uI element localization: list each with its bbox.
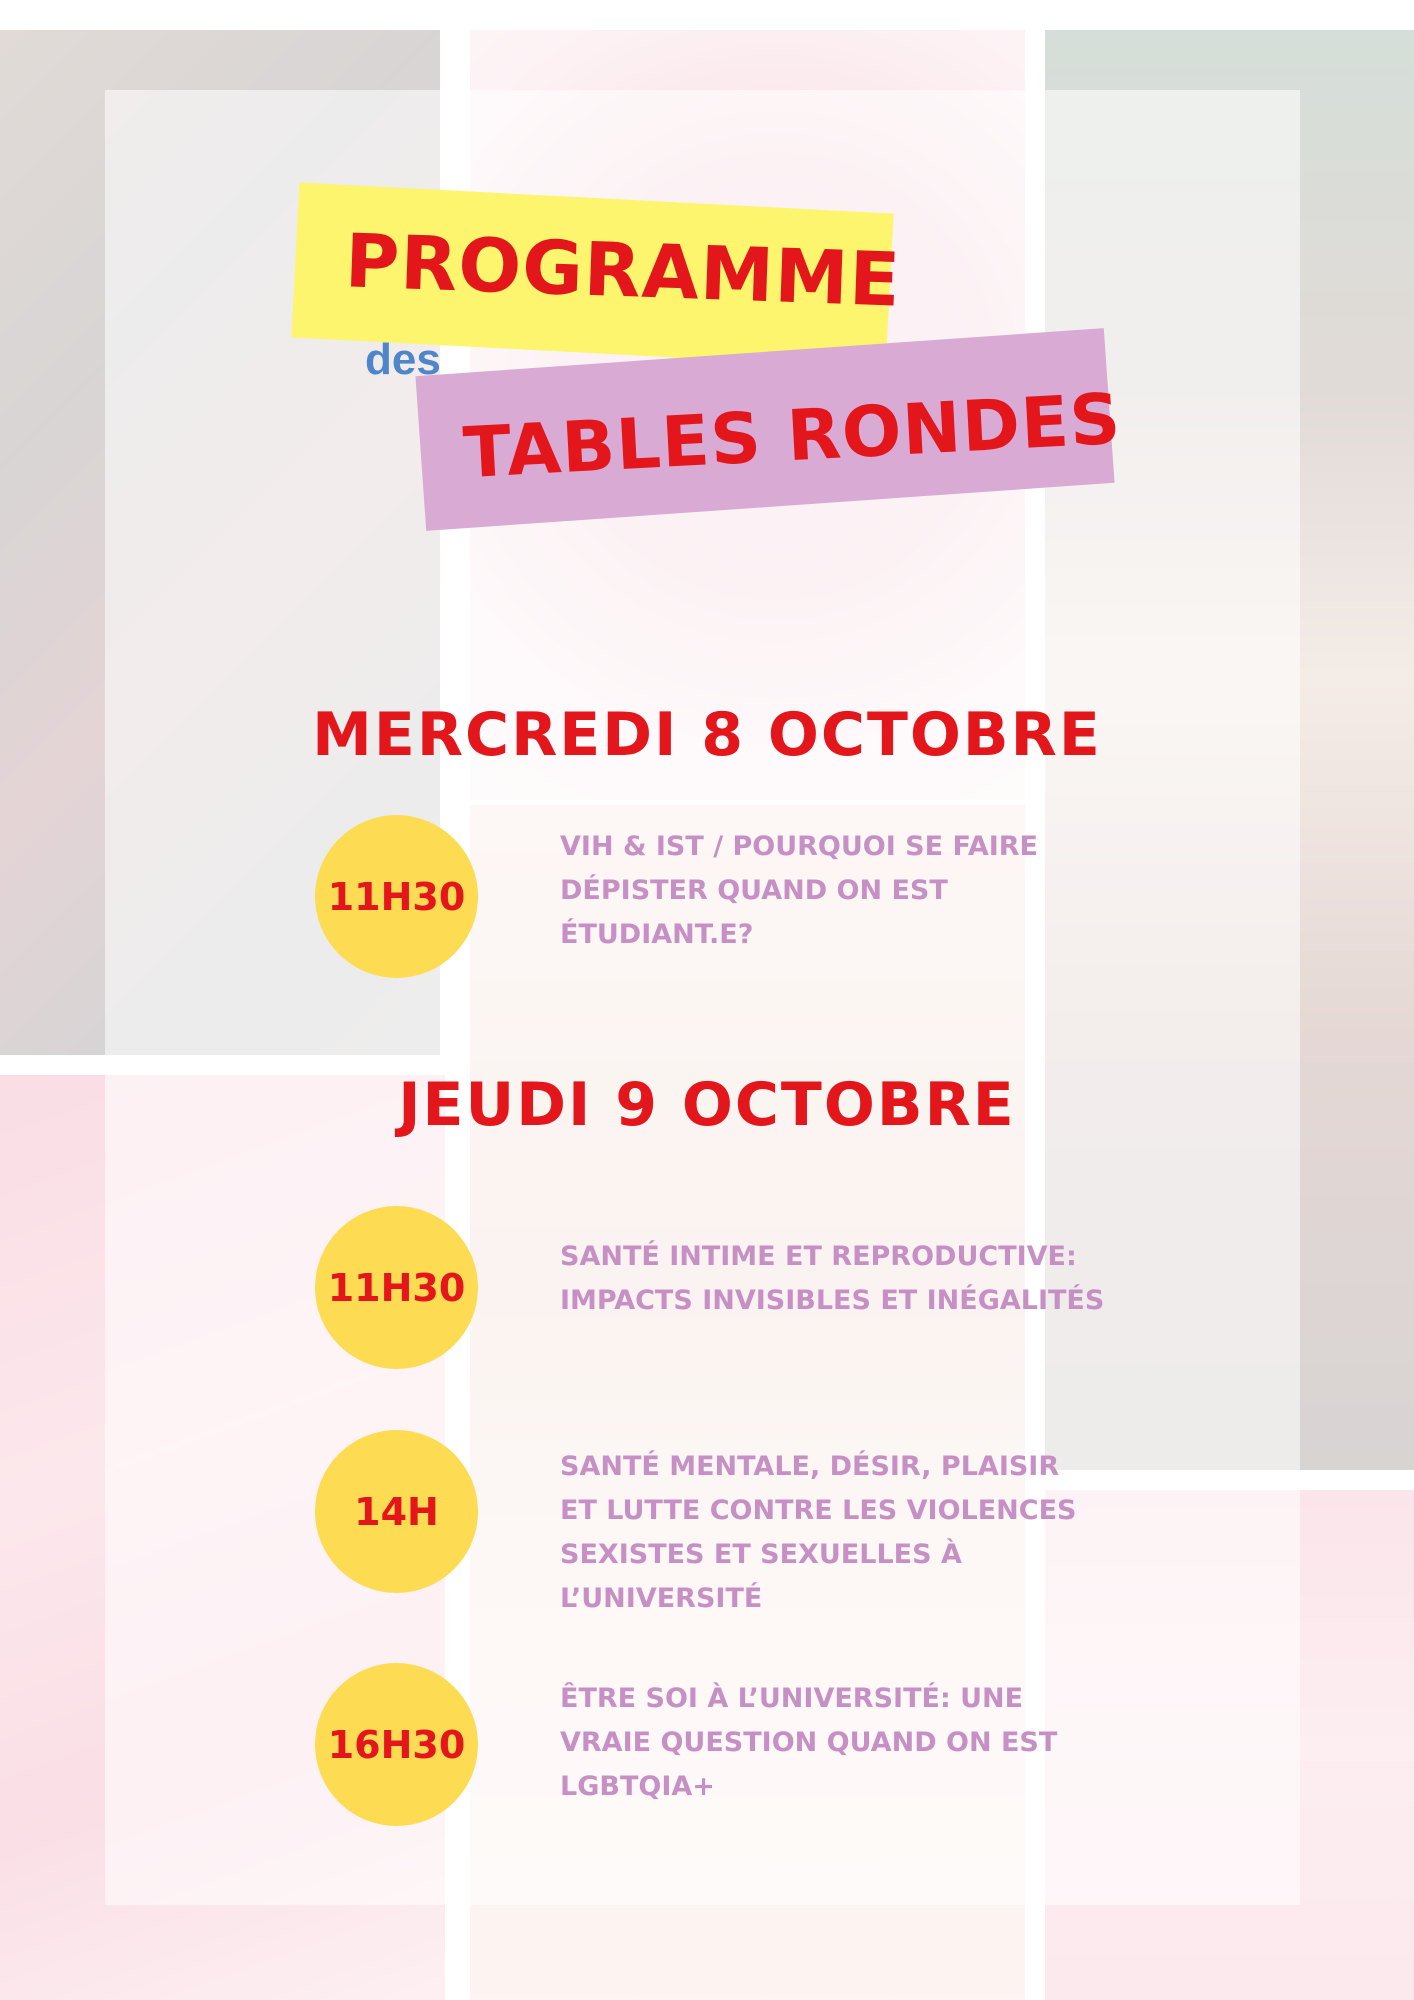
time-label: 16H30 bbox=[327, 1722, 466, 1767]
time-badge bbox=[315, 1206, 478, 1369]
session-topic: SANTÉ INTIME ET REPRODUCTIVE: IMPACTS INVISIBLES ET INÉGALITÉS bbox=[560, 1241, 1105, 1316]
day-heading-thursday: JEUDI 9 OCTOBRE bbox=[398, 1070, 1016, 1140]
title-connector: des bbox=[365, 335, 441, 384]
time-label: 11H30 bbox=[327, 874, 466, 919]
session-topic: ÊTRE SOI À L’UNIVERSITÉ: UNE VRAIE QUESTION QUAND ON EST LGBTQIA+ bbox=[560, 1683, 1058, 1802]
time-label: 11H30 bbox=[327, 1265, 466, 1310]
time-badge bbox=[315, 1663, 478, 1826]
time-badge bbox=[315, 1430, 478, 1593]
session-topic: SANTÉ MENTALE, DÉSIR, PLAISIR ET LUTTE CONTRE LES VIOLENCES SEXISTES ET SEXUELLES À L’UNIVERSITÉ bbox=[560, 1451, 1077, 1614]
time-label: 14H bbox=[354, 1489, 439, 1534]
session-topic: VIH & IST / POURQUOI SE FAIRE DÉPISTER QUAND ON EST ÉTUDIANT.E? bbox=[560, 831, 1038, 950]
page-title: PROGRAMME bbox=[343, 218, 903, 324]
page-subtitle: TABLES RONDES bbox=[461, 377, 1124, 495]
time-badge bbox=[315, 815, 478, 978]
day-heading-wednesday: MERCREDI 8 OCTOBRE bbox=[312, 700, 1102, 770]
